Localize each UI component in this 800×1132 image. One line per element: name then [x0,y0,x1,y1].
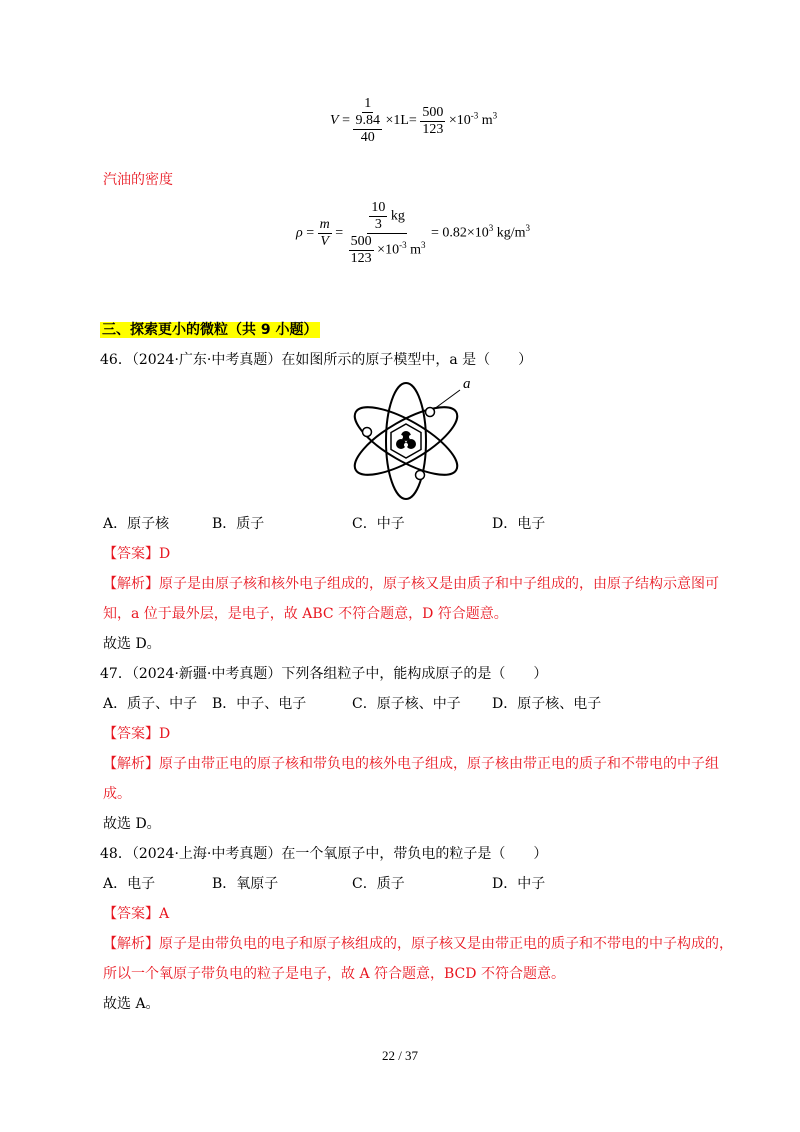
question-46-stem: 46．（2024·广东·中考真题）在如图所示的原子模型中，a 是（ ） [100,352,533,368]
fraction: $\frac{1}{\frac{9.84}{40}}$ [355,96,380,145]
answer: 【答案】D [103,546,171,562]
analysis-cont: 知，a 位于最外层，是电子，故 ABC 不符合题意，D 符合题意。 [103,606,508,622]
question-48-stem: 48．（2024·上海·中考真题）在一个氧原子中，带负电的粒子是（ ） [100,846,548,862]
option-b: B．中子、电子 [212,696,307,712]
option-b: B．质子 [212,516,265,532]
pointer-line [430,390,460,412]
question-47-stem: 47．（2024·新疆·中考真题）下列各组粒子中，能构成原子的是（ ） [100,666,548,682]
page-number: 22 / 37 [381,1048,419,1063]
formula-lhs: V [330,113,339,129]
electron [426,408,435,417]
analysis-cont: 成。 [103,786,131,802]
density-label: 汽油的密度 [103,172,173,188]
option-c: C．质子 [352,876,405,892]
label-a: a [463,376,471,392]
option-c: C．中子 [352,516,405,532]
nucleus [396,431,416,449]
density-formula: ρ = $\frac{m}{V}$ = $\frac{10}{3}$ kg $\frac{500}{123}$ $\times 10^{-3}$ $m^3$ = $0.82\times 10^3$ $kg/m^3$ [296,200,531,266]
fraction: $\frac{500}{123}$ [422,104,444,137]
option-b: B．氧原子 [212,876,279,892]
option-c: C．原子核、中子 [352,696,461,712]
option-d: D．中子 [492,876,546,892]
electron [416,471,425,480]
conclusion: 故选 A。 [103,996,160,1012]
conclusion: 故选 D。 [103,816,161,832]
option-a: A．电子 [103,876,156,892]
analysis: 【解析】原子是由原子核和核外电子组成的，原子核又是由质子和中子组成的，由原子结构示意图可 [103,576,719,592]
electron [363,428,372,437]
volume-formula: V = $\frac{1}{\frac{9.84}{40}}$ ×1L= $\frac{500}{123}$ $\times 10^{-3}$ $m^3$ [330,96,498,145]
analysis: 【解析】原子由带正电的原子核和带负电的核外电子组成，原子核由带正电的质子和不带电的中子组 [103,756,719,772]
analysis: 【解析】原子是由带负电的电子和原子核组成的，原子核又是由带正电的质子和不带电的中子构成的， [103,936,733,952]
analysis-cont: 所以一个氧原子带负电的粒子是电子，故 A 符合题意，BCD 不符合题意。 [103,966,565,982]
option-a: A．质子、中子 [103,696,198,712]
atom-model-figure [342,376,482,506]
option-d: D．电子 [492,516,546,532]
section-title: 三、探索更小的微粒（共 9 小题） [102,322,318,338]
option-d: D．原子核、电子 [492,696,602,712]
answer: 【答案】D [103,726,171,742]
option-a: A．原子核 [103,516,170,532]
answer: 【答案】A [103,906,170,922]
conclusion: 故选 D。 [103,636,161,652]
